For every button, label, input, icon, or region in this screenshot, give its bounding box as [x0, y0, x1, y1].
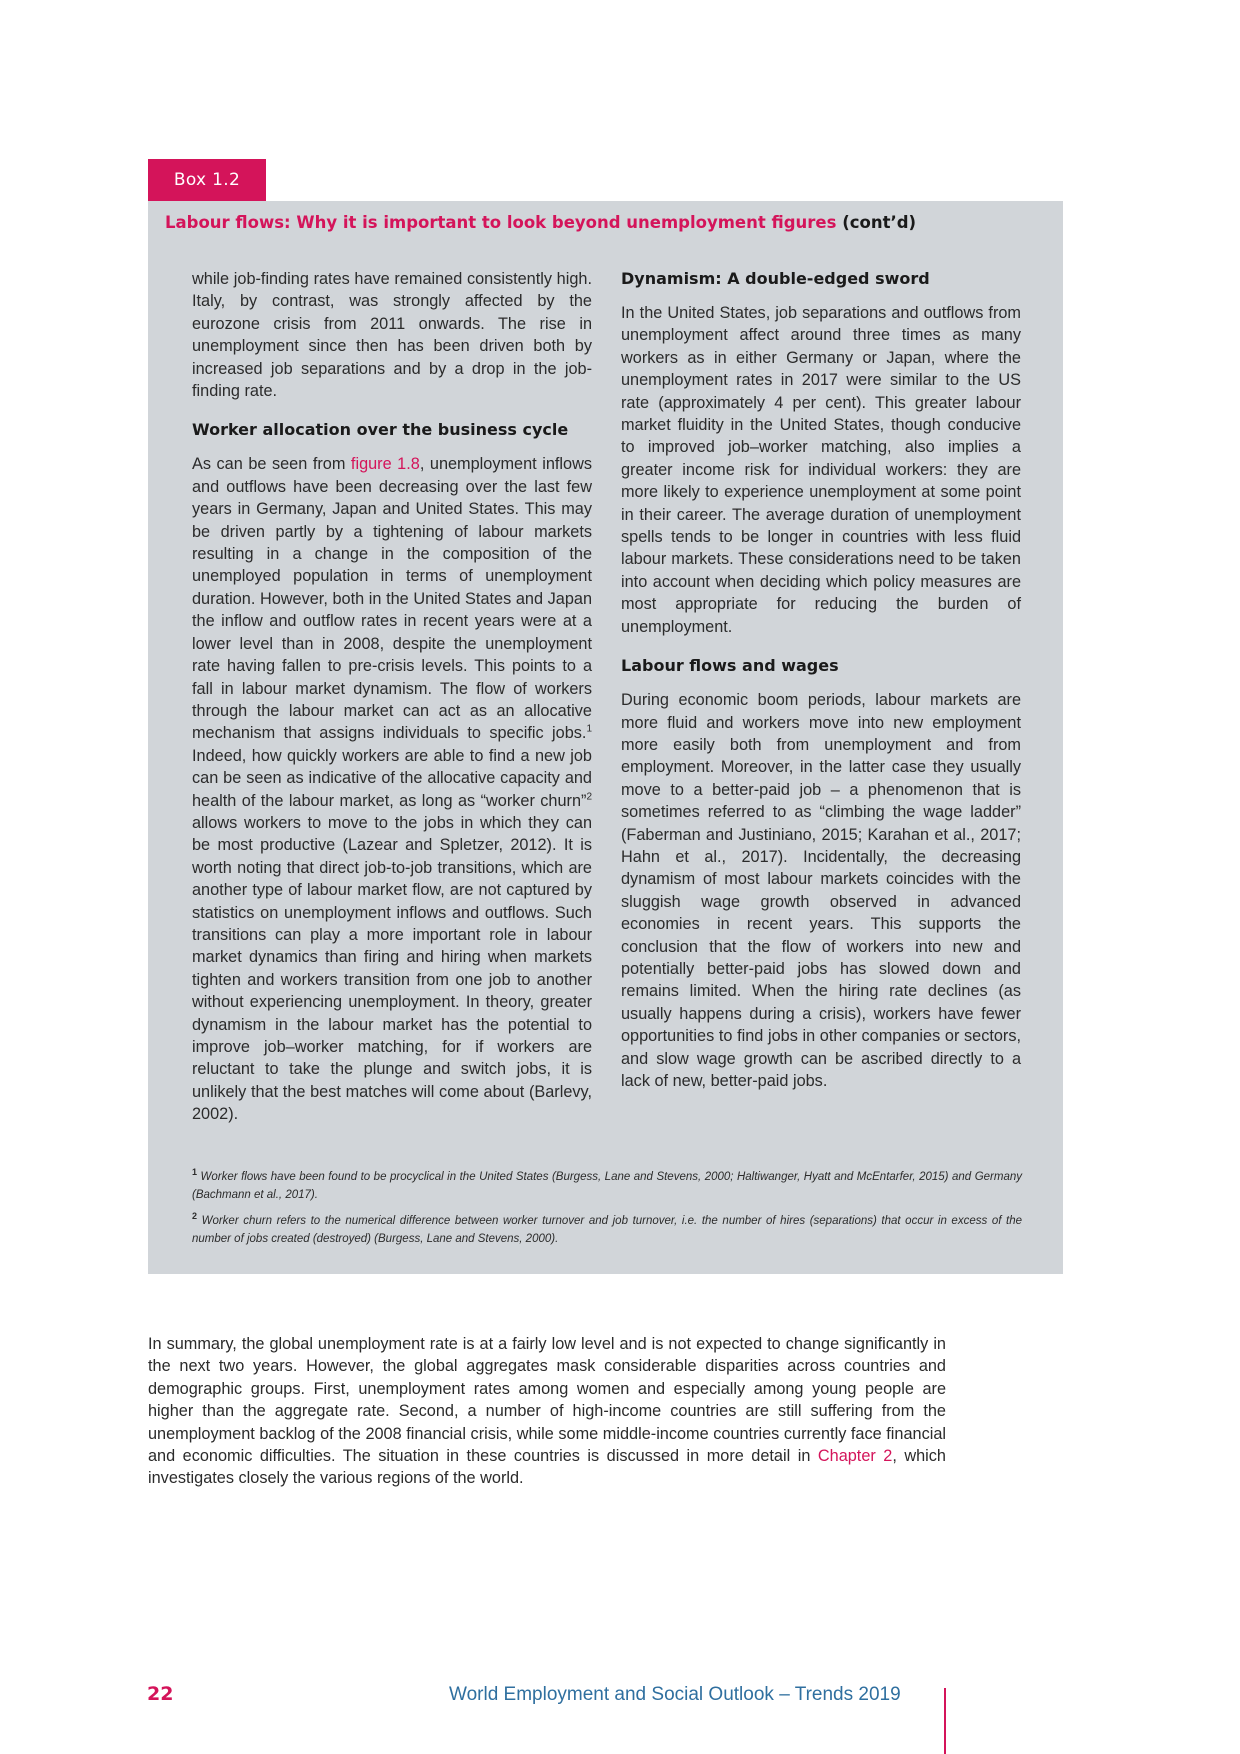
chapter-2-link[interactable]: Chapter 2: [817, 1447, 893, 1466]
page-number: 22: [147, 1683, 174, 1705]
heading-labour-flows-wages: Labour flows and wages: [621, 656, 839, 676]
right-paragraph-2: During economic boom periods, labour markets are more fluid and workers move into new employment more easily both from unemployment and from employment. Moreover, in the latter case they usually move to a better-paid job – a phenomenon that is sometimes referred to as “climbing the wage ladder” (Faberman and Justiniano, 2015; Karahan et al., 2017; Hahn et al., 2017). Incidentally, the decreasing dynamism of most labour markets coincides with the sluggish wage growth observed in advanced economies in recent years. This supports the conclusion that the flow of workers into new and potentially better-paid jobs has slowed down and remains limited. When the hiring rate declines (as usually happens during a crisis), workers have fewer opportunities to find jobs in other companies or sectors, and slow wage growth can be ascribed directly to a lack of new, better-paid jobs.: [621, 691, 1021, 1090]
left-paragraph-2-part-a: As can be seen from: [192, 455, 351, 474]
footnote-2-number: 2: [192, 1211, 198, 1222]
left-paragraph-2: [192, 453, 592, 1125]
box-title-text: Labour flows: Why it is important to look beyond unemployment figures: [165, 213, 837, 232]
heading-dynamism: Dynamism: A double-edged sword: [621, 269, 930, 288]
figure-1-8-link[interactable]: figure 1.8: [350, 455, 420, 474]
footnote-2: [192, 1212, 1022, 1248]
footnote-1-number: 1: [192, 1167, 198, 1178]
left-paragraph-2-part-b: , unemployment inflows and outflows have been decreasing over the last few years in Germany, Japan and United States. This may be driven partly by a tightening of labour markets resulting in a change in the composition of the unemployed population in terms of unemployment duration. However, both in the United States and Japan the inflow and outflow rates in recent years were at a lower level than in 2008, despite the unemployment rate having fallen to pre-crisis levels. This points to a fall in labour market dynamism. The flow of workers through the labour market can act as an allocative mechanism that assigns individuals to specific jobs.: [192, 455, 592, 743]
right-paragraph-1: In the United States, job separations and outflows from unemployment affect around three times as many workers as in either Germany or Japan, where the unemployment rates in 2017 were similar to the US rate (approximately 4 per cent). This greater labour market fluidity in the United States, though conducive to improved job–worker matching, also implies a greater income risk for individual workers: they are more likely to experience unemployment at some point in their career. The average duration of unemployment spells tends to be longer in countries with less fluid labour markets. These considerations need to be taken into account when deciding which policy measures are most appropriate for reducing the burden of unemployment.: [621, 304, 1021, 636]
box-left-column: [192, 268, 592, 1143]
box-title: [165, 213, 916, 232]
box-right-column: [621, 268, 1021, 1109]
info-box: [148, 201, 1063, 1274]
footnote-ref-2: 2: [586, 791, 592, 803]
heading-worker-allocation: Worker allocation over the business cycle: [192, 420, 569, 440]
footer-divider: [944, 1688, 946, 1754]
box-title-suffix: (cont’d): [842, 213, 917, 232]
summary-text-a: In summary, the global unemployment rate is at a fairly low level and is not expected to change significantly in the next two years. However, the global aggregates mask considerable disparities across countries and demographic groups. First, unemployment rates among women and especially among young people are higher than the aggregate rate. Second, a number of high-income countries are still suffering from the unemployment backlog of the 2008 financial crisis, while some middle-income countries currently face financial and economic difficulties. The situation in these countries is discussed in more detail in: [148, 1335, 946, 1466]
left-paragraph-2-part-c: Indeed, how quickly workers are able to find a new job can be seen as indicative of the allocative capacity and health of the labour market, as long as “worker churn”: [192, 746, 592, 810]
left-paragraph-2-part-d: allows workers to move to the jobs in which they can be most productive (Lazear and Spletzer, 2012). It is worth noting that direct job-to-job transitions, which are another type of labour market flow, are not captured by statistics on unemployment inflows and outflows. Such transitions can play a more important role in labour market dynamics than firing and hiring when markets tighten and workers transition from one job to another without experiencing unemployment. In theory, greater dynamism in the labour market has the potential to improve job–worker matching, for if workers are reluctant to take the plunge and switch jobs, it is unlikely that the best matches will come about (Barlevy, 2002).: [192, 813, 592, 1124]
footnote-1: [192, 1168, 1022, 1204]
summary-paragraph: [148, 1333, 946, 1490]
footnote-2-text: Worker churn refers to the numerical difference between worker turnover and job turnover, i.e. the number of hires (separations) that occur in excess of the number of jobs created (destroyed) (Burgess, Lane and Stevens, 2000).: [192, 1215, 1022, 1245]
left-paragraph-1: while job-finding rates have remained consistently high. Italy, by contrast, was strongly affected by the eurozone crisis from 2011 onwards. The rise in unemployment since then has been driven both by increased job separations and by a drop in the job-finding rate.: [192, 270, 592, 401]
running-title: World Employment and Social Outlook – Trends 2019: [449, 1684, 901, 1705]
footnote-ref-1: 1: [586, 723, 592, 735]
footnote-1-text: Worker flows have been found to be procyclical in the United States (Burgess, Lane and Stevens, 2000; Haltiwanger, Hyatt and McEntarfer, 2015) and Germany (Bachmann et al., 2017).: [192, 1171, 1022, 1201]
summary-text-b: , which investigates closely the various regions of the world.: [148, 1447, 946, 1488]
box-footnotes: [192, 1168, 1022, 1256]
box-label: Box 1.2: [148, 159, 266, 201]
